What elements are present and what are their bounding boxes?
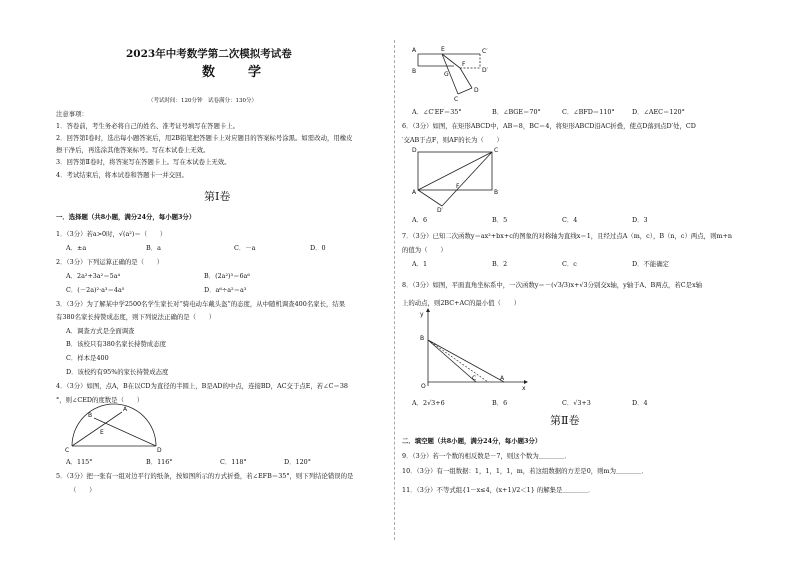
q8-option-b: B．6 xyxy=(492,399,508,407)
part2-heading: 第Ⅱ卷 xyxy=(550,414,580,427)
q5-label-d: D xyxy=(474,87,479,94)
q1-option-c: C．－a xyxy=(234,244,256,252)
notes-heading: 注意事项： xyxy=(56,110,88,118)
q8-stem-cont: 上的动点，则2BC+AC的最小值（ ） xyxy=(402,299,521,307)
q5-label-g: G xyxy=(444,71,449,78)
note-item: 4．考试结束后，将本试卷和答题卡一并交回。 xyxy=(56,171,188,179)
q6-label-d-prime: D′ xyxy=(437,207,443,214)
subject-title: 数 学 xyxy=(202,65,272,80)
q2-option-a: A．2a²+3a²＝5a⁴ xyxy=(66,272,121,280)
q4-stem-cont: °，则∠CED的度数是（ ） xyxy=(56,396,144,404)
q8-label-x: x xyxy=(522,385,526,392)
q5-stem-cont: （ ） xyxy=(70,486,96,494)
exam-info: （考试时间：120分钟 试卷满分：130分） xyxy=(148,98,257,104)
q7-option-c: C．c xyxy=(562,260,577,268)
q6-label-b: B xyxy=(494,189,499,196)
q8-option-c: C．√3+3 xyxy=(562,399,591,407)
q4-stem: 4．（3分）如图，点A，B在以CD为直径的半圆上，B是AD的中点，连接BD，AC交于点E，若∠C＝38 xyxy=(56,382,348,390)
q4-option-d: D．120° xyxy=(284,458,311,466)
q6-option-a: A．6 xyxy=(412,216,428,224)
q5-label-c-prime: C′ xyxy=(482,48,488,55)
q6-label-d: D xyxy=(412,147,417,154)
q8-label-b: B xyxy=(420,335,425,342)
q7-option-a: A．1 xyxy=(412,260,428,268)
q5-label-d-prime: D′ xyxy=(482,67,488,74)
q7-option-d: D．不能确定 xyxy=(632,260,670,268)
q4-semicircle-figure xyxy=(64,404,164,454)
q2-option-b: B．(2a²)³＝6a⁶ xyxy=(204,272,250,280)
q4-label-d: D xyxy=(157,447,162,454)
q3-stem: 3．（3分）为了解某中学2500名学生家长对“骑电动车戴头盔”的态度，从中随机调查400名家长，结果 xyxy=(56,300,346,308)
column-divider xyxy=(394,40,395,540)
q4-label-e: E xyxy=(100,429,104,436)
q2-option-c: C．(－2a)²·a³＝4a⁵ xyxy=(66,286,125,294)
q3-option-c: C．样本是400 xyxy=(66,354,109,362)
q8-label-c: C xyxy=(472,375,477,382)
q4-option-b: B．116° xyxy=(146,458,173,466)
q1-option-b: B．a xyxy=(146,244,161,252)
q4-label-c: C xyxy=(65,447,70,454)
q6-stem: 6．（3分）如图，在矩形ABCD中，AB＝8，BC＝4，将矩形ABCD沿AC折叠，使点D落到点D′处，CD xyxy=(402,122,696,130)
q7-option-b: B．2 xyxy=(492,260,508,268)
q6-label-c: C xyxy=(494,147,499,154)
q4-option-c: C．118° xyxy=(220,458,247,466)
q5-option-c: C．∠BFD＝110° xyxy=(562,108,615,116)
q5-label-b: B xyxy=(412,68,417,75)
note-item: 1．答卷前，考生务必将自己的姓名、准考证号填写在答题卡上。 xyxy=(56,122,240,130)
part1-heading: 第Ⅰ卷 xyxy=(204,190,231,203)
q2-option-d: D．a⁶÷a²＝a³ xyxy=(204,286,247,294)
note-item: 2．回答第Ⅰ卷时，选出每小题答案后，用2B铅笔把答题卡上对应题目的答案标号涂黑。如需改动，用橡皮 xyxy=(56,134,353,142)
q3-option-b: B．该校只有380名家长持赞成态度 xyxy=(66,340,166,348)
q6-stem-cont: ′交AB于点F，则AF的长为（ ） xyxy=(402,136,503,144)
q1-option-a: A．±a xyxy=(66,244,87,252)
q8-option-a: A．2√3+6 xyxy=(412,399,445,407)
q5-option-b: B．∠BGE＝70° xyxy=(492,108,541,116)
left-column xyxy=(56,0,386,562)
q8-stem: 8．（3分）如图，平面直角坐标系中，一次函数y＝－(√3/3)x+√3分别交x轴，y轴于A、B两点，若C是x轴 xyxy=(402,281,703,289)
q5-folded-strip-figure xyxy=(412,46,512,102)
q6-option-d: D．3 xyxy=(632,216,648,224)
right-column xyxy=(402,0,738,562)
q4-label-b: B xyxy=(88,412,93,419)
q5-option-d: D．∠AEC＝120° xyxy=(632,108,685,116)
q8-option-d: D．4 xyxy=(632,399,648,407)
q8-coordinate-figure xyxy=(418,308,528,392)
q2-stem: 2．（3分）下列运算正确的是（ ） xyxy=(56,258,164,266)
q6-label-f: F xyxy=(456,183,460,190)
q7-stem-cont: 的值为（ ） xyxy=(402,246,447,254)
q5-stem: 5．（3分）把一张有一组对边平行的纸条，按如图所示的方式折叠，若∠EFB＝35°，则下列结论错误的是 xyxy=(56,472,354,480)
note-item: 擦干净后，再选涂其他答案标号。写在本试卷上无效。 xyxy=(56,146,210,154)
q1-option-d: D．0 xyxy=(310,244,326,252)
q3-stem-cont: 有380名家长持赞成态度，则下列说法正确的是（ ） xyxy=(56,313,216,321)
q5-label-e: E xyxy=(441,46,445,53)
q5-label-a: A xyxy=(412,47,417,54)
q6-label-a: A xyxy=(412,189,417,196)
q7-stem: 7．（3分）已知二次函数y＝ax²+bx+c的图象的对称轴为直线x＝1，且经过点A（m，c），B（n，c）两点，则m+n xyxy=(402,232,732,240)
q3-option-a: A．调查方式是全面调查 xyxy=(66,327,135,335)
q5-label-c: C xyxy=(454,96,459,103)
section2-heading: 二．填空题（共8小题，满分24分，每小题3分） xyxy=(402,437,542,445)
section1-heading: 一．选择题（共8小题，满分24分，每小题3分） xyxy=(56,213,196,221)
note-item: 3．回答第Ⅱ卷时，将答案写在答题卡上。写在本试卷上无效。 xyxy=(56,158,231,166)
q10-stem: 10．（3分）有一组数据：1，1，1，1，m，若这组数据的方差是0，则m为＿＿＿＿． xyxy=(402,467,648,475)
q8-label-a: A xyxy=(500,375,505,382)
q3-option-d: D．该校约有95%的家长持赞成态度 xyxy=(66,368,169,376)
q1-stem: 1．（3分）若a>0时，√(a²)＝（ ） xyxy=(56,230,167,238)
q5-option-a: A．∠C′EF＝35° xyxy=(412,108,462,116)
exam-title: 2023年中考数学第二次模拟考试卷 xyxy=(126,48,292,60)
q4-label-a: A xyxy=(123,406,128,413)
q5-label-f: F xyxy=(462,61,466,68)
q11-stem: 11．（3分）不等式组{1－x≤4，(x+1)/2＜1} 的解集是＿＿＿＿． xyxy=(402,486,595,494)
q6-option-b: B．5 xyxy=(492,216,508,224)
q8-label-o: O xyxy=(421,383,426,390)
q6-option-c: C．4 xyxy=(562,216,578,224)
q6-rectangle-figure xyxy=(412,144,502,212)
q4-option-a: A．115° xyxy=(66,458,93,466)
q8-label-y: y xyxy=(420,311,424,318)
q9-stem: 9．（3分）若一个数的相反数是－7，则这个数为＿＿＿＿． xyxy=(402,452,571,460)
